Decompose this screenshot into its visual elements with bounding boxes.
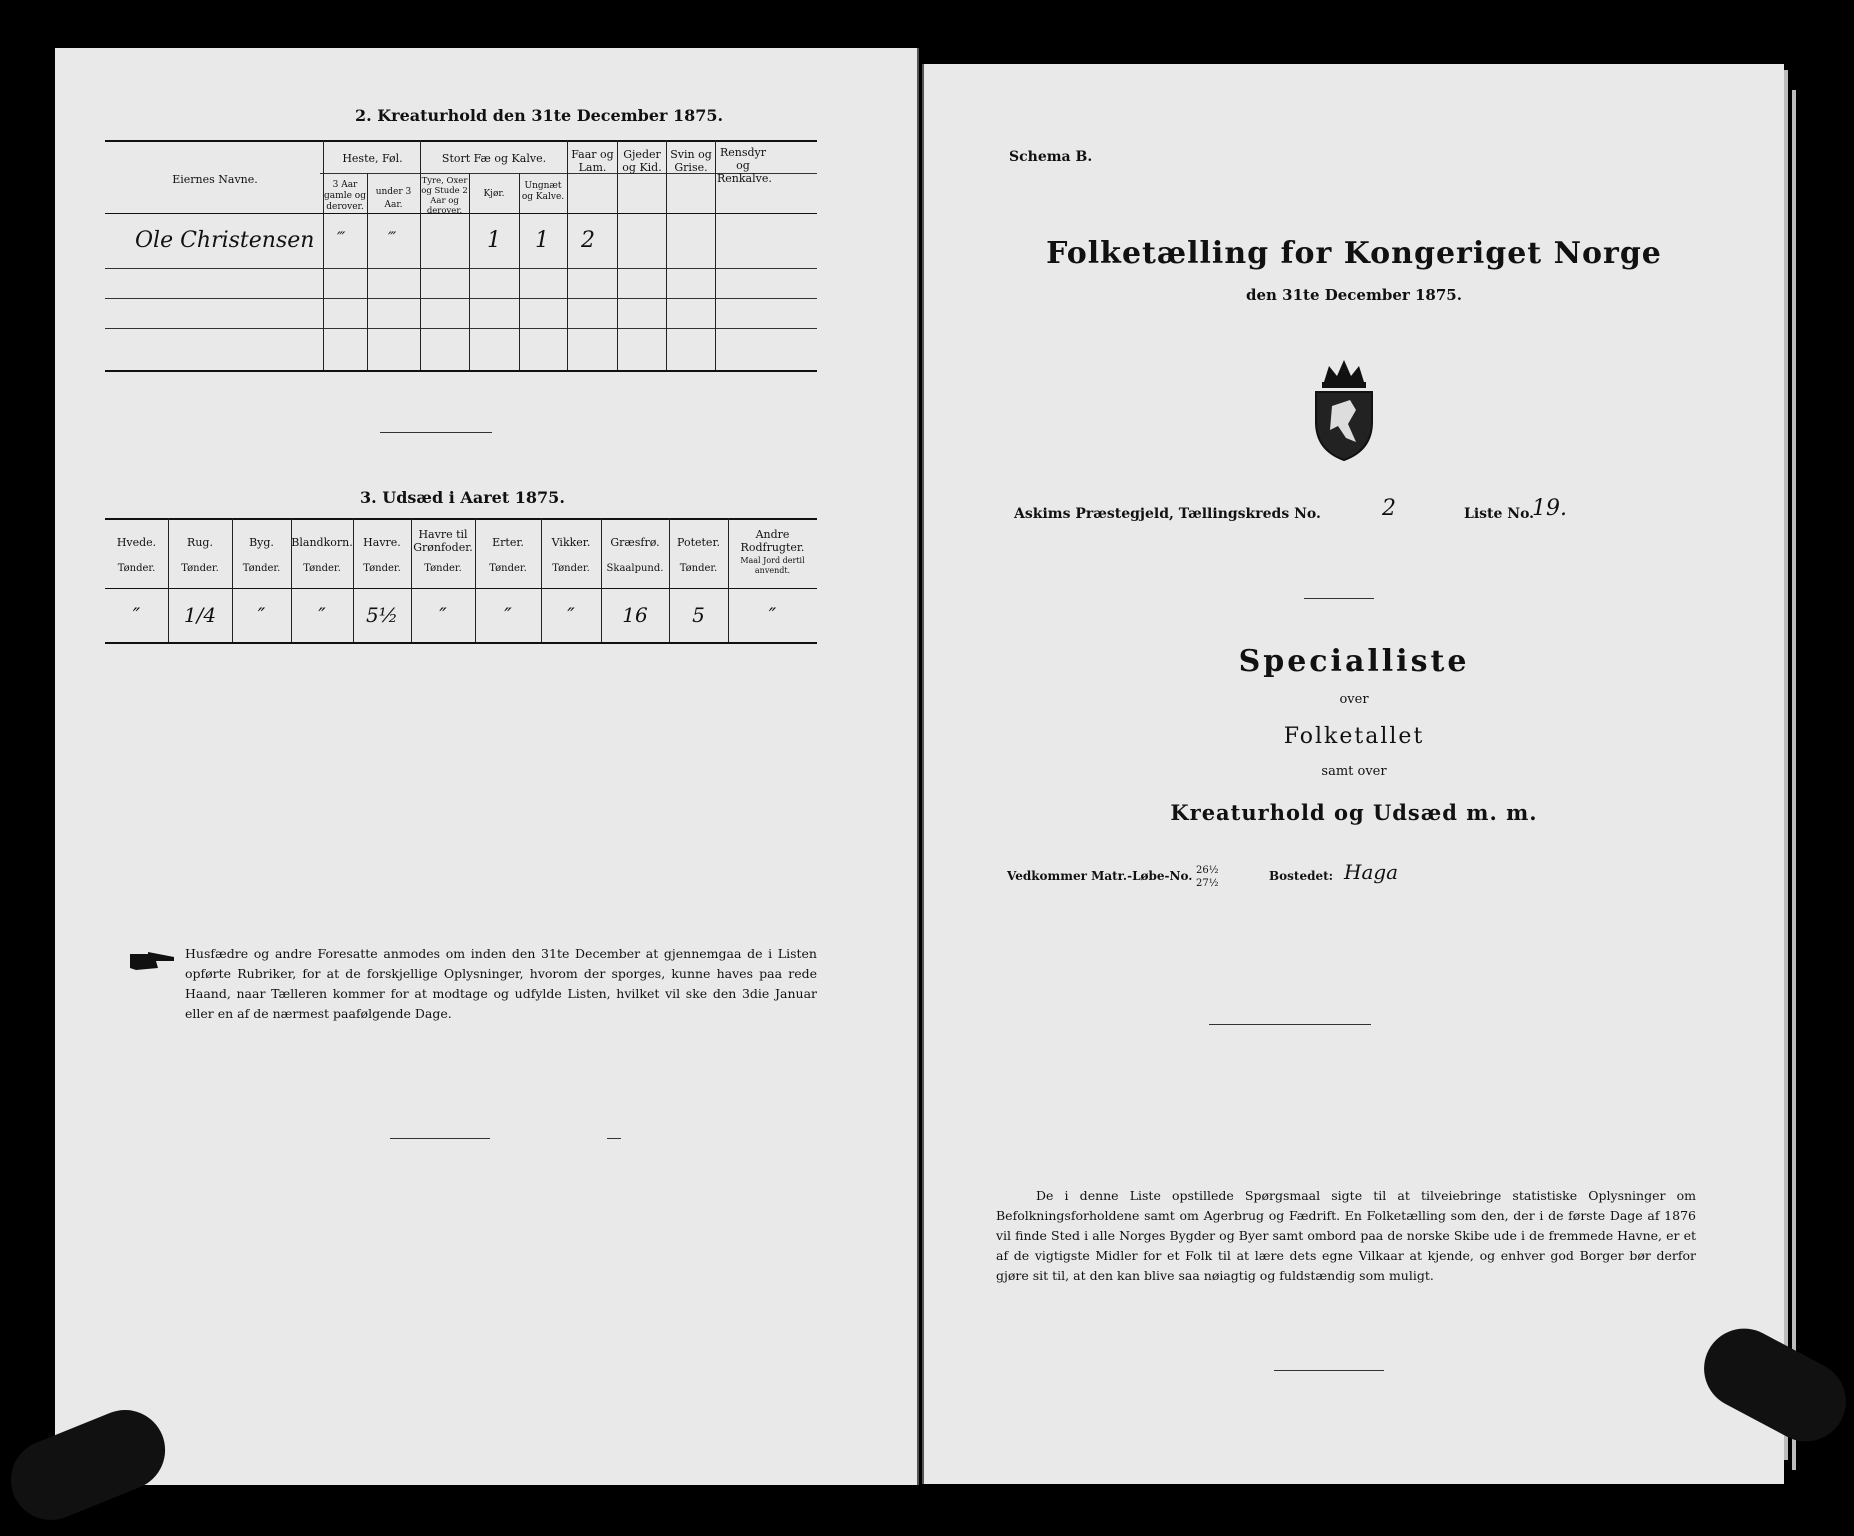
horses-young-header: under 3 Aar. — [375, 187, 412, 210]
seed-col-unit: Tønder. — [424, 563, 462, 574]
seed-col-header: Havre. — [363, 536, 401, 549]
seed-value: 16 — [622, 603, 648, 627]
owner-name: Ole Christensen — [135, 228, 315, 253]
owner-name-header: Eiernes Navne. — [172, 173, 258, 186]
divider — [1274, 1370, 1384, 1371]
seed-col-header: Andre Rodfrugter. — [740, 528, 805, 554]
page-edge — [1792, 90, 1796, 1470]
population-label: Folketallet — [1283, 724, 1425, 749]
pointing-hand-icon — [128, 950, 178, 972]
divider — [390, 1138, 490, 1139]
horses-young-value: ‴ — [388, 228, 397, 247]
seed-value: ″ — [318, 603, 326, 627]
reindeer-header: Rensdyr og Renkalve. — [717, 146, 772, 185]
district-number: 2 — [1382, 496, 1396, 521]
parish-label: Askims Præstegjeld, Tællingskreds No. — [1014, 506, 1321, 522]
residence-label: Bostedet: — [1269, 869, 1334, 883]
over-label: over — [1339, 692, 1369, 707]
matr-value: 26½ 27½ — [1196, 865, 1219, 889]
seed-value: ″ — [439, 603, 447, 627]
young-cattle-header: Ungnæt og Kalve. — [521, 181, 565, 202]
special-list-title: Specialliste — [1238, 644, 1470, 679]
seed-col-header: Hvede. — [116, 536, 157, 549]
residence-value: Haga — [1344, 860, 1399, 884]
goats-header: Gjeder og Kid. — [622, 148, 662, 174]
seed-col-unit: Maal Jord dertil anvendt. — [740, 556, 805, 575]
explanation-text: De i denne Liste opstillede Spørgsmaal sigte til at tilveiebringe statistiske Oplysninger om Befolkningsforholdene samt om Agerbrug og Fædrift. En Folketælling som den, der i de første Dage af 1876 vil finde Sted i alle Norges Bygder og Byer samt ombord paa de norske Skibe ude i de fremmede Havne, er et af de vigtigste Midler for et Folk til at lære dets egne Vilkaar at kjende, og enhver god Borger bør derfor gjøre sit til, at den kan blive saa nøiagtig og fuldstændig som muligt. — [996, 1188, 1696, 1283]
coat-of-arms-icon — [1304, 354, 1384, 464]
schema-label: Schema B. — [1009, 149, 1093, 165]
seed-value: ″ — [132, 603, 141, 627]
seed-value: 1/4 — [183, 603, 217, 627]
cows-header: Kjør. — [483, 189, 505, 199]
seed-col-header: Byg. — [249, 536, 274, 549]
census-subtitle: den 31te December 1875. — [1246, 286, 1462, 304]
also-over-label: samt over — [1321, 764, 1387, 779]
page-edge — [1784, 70, 1788, 1460]
seed-col-header: Rug. — [187, 536, 213, 549]
seed-value: 5½ — [365, 603, 399, 627]
divider — [380, 432, 492, 433]
census-title: Folketælling for Kongeriget Norge — [1046, 236, 1662, 271]
livestock-seed-label: Kreaturhold og Udsæd m. m. — [1170, 800, 1538, 825]
horses-old-header: 3 Aar gamle og derover. — [324, 180, 366, 212]
right-page — [922, 64, 1784, 1484]
seed-value: ″ — [567, 603, 575, 627]
seed-col-unit: Tønder. — [679, 563, 718, 574]
matr-label: Vedkommer Matr.-Løbe-No. — [1007, 869, 1193, 883]
young-cattle-value: 1 — [535, 228, 549, 253]
seed-col-unit: Tønder. — [181, 563, 219, 574]
seed-value: ″ — [504, 603, 512, 627]
sheep-header: Faar og Lam. — [571, 148, 614, 174]
cows-value: 1 — [487, 228, 501, 253]
seed-col-unit: Tønder. — [242, 563, 281, 574]
section2-title: 2. Kreaturhold den 31te December 1875. — [355, 106, 724, 125]
list-label: Liste No. — [1464, 506, 1535, 522]
divider — [607, 1138, 621, 1139]
seed-col-unit: Tønder. — [117, 563, 156, 574]
seed-value: ″ — [768, 603, 777, 627]
notice-text: Husfædre og andre Foresatte anmodes om inden den 31te December at gjennemgaa de i Listen opførte Rubriker, for at de forskjellige Oplysninger, hvorom der sporges, kunne haves paa rede Haand, naar Tælleren kommer for at modtage og udfylde Listen, hvilket vil ske den 3die Januar eller en af de nærmest paafølgende Dage. — [185, 946, 817, 1021]
seed-col-header: Græsfrø. — [610, 536, 660, 549]
bulls-header: Tyre, Oxer og Stude 2 Aar og derover. — [421, 176, 468, 216]
seed-col-header: Havre til Grønfoder. — [413, 528, 473, 554]
seed-value: 5 — [692, 603, 705, 627]
pigs-header: Svin og Grise. — [670, 148, 712, 174]
list-number: 19. — [1532, 496, 1567, 521]
seed-col-unit: Tønder. — [363, 563, 401, 574]
horses-group-header: Heste, Føl. — [342, 152, 403, 165]
sheep-value: 2 — [581, 228, 595, 253]
divider — [1209, 1024, 1371, 1025]
seed-value: ″ — [257, 603, 266, 627]
seed-col-unit: Skaalpund. — [606, 563, 664, 574]
seed-col-header: Poteter. — [677, 536, 720, 549]
seed-col-header: Blandkorn. — [291, 536, 353, 549]
horses-old-value: ‴ — [337, 228, 346, 247]
seed-col-unit: Tønder. — [552, 563, 590, 574]
cattle-group-header: Stort Fæ og Kalve. — [441, 152, 547, 165]
divider — [1304, 598, 1374, 599]
left-page — [55, 48, 919, 1485]
seed-col-header: Erter. — [492, 536, 524, 549]
seed-col-header: Vikker. — [551, 536, 591, 549]
seed-col-unit: Tønder. — [303, 563, 341, 574]
section3-title: 3. Udsæd i Aaret 1875. — [360, 488, 565, 507]
seed-col-unit: Tønder. — [489, 563, 527, 574]
